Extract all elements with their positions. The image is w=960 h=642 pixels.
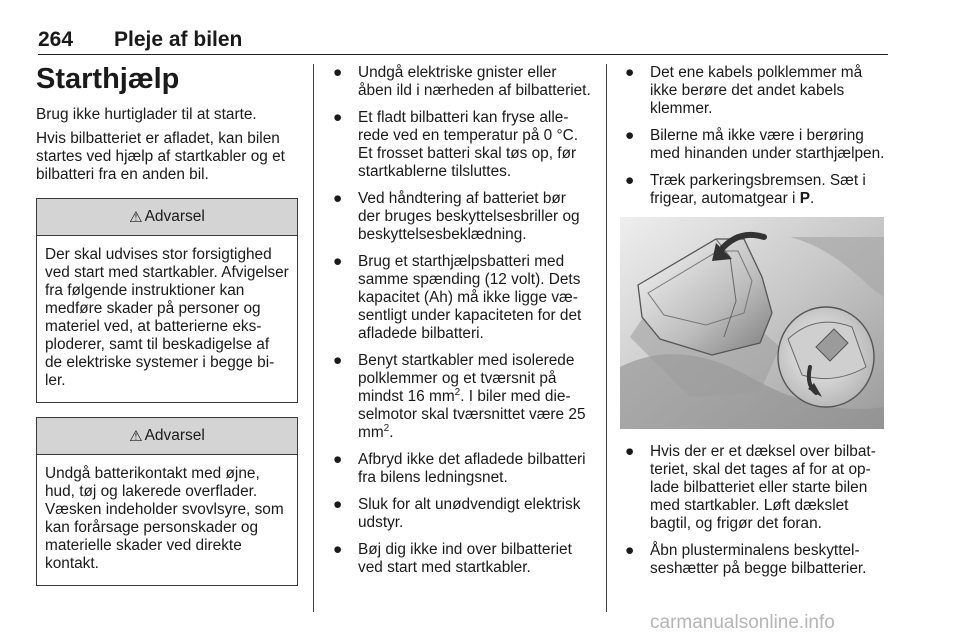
page-number: 264 [38,28,74,51]
battery-cover-illustration [620,217,884,429]
list-item: ● Sluk for alt unødvendigt elektrisk udstyr. [333,496,581,531]
watermark: carmanualsonline.info [650,612,835,633]
warning-box [36,198,298,403]
battery-cover-drawing [620,217,884,429]
warning-box [36,417,298,586]
bullet-icon: ● [333,541,343,558]
bullet-list [328,64,592,577]
warning-header [37,199,297,236]
bullet-icon: ● [625,127,635,144]
section-title: Starthjælp [36,63,180,95]
list-item: ● Brug et starthjælpsbatteri med samme spænding (12 volt). Dets kapacitet (Ah) må ikke ligge væsentligt under kapaciteten for det afladede bilbatteri. [333,253,582,342]
list-item: ● Bøj dig ikke ind over bilbatteriet ved start med startkabler. [333,541,572,576]
bullet-icon: ● [625,443,635,460]
list-item: ● Åbn plusterminalens beskyttelseshætter på begge bilbatterier. [625,542,867,577]
warning-text: Der skal udvises stor forsigtighed ved start med startkabler. Afvigelser fra følgende instruktioner kan medføre skader på personer og materiel ved, at batterierne eksploderer, samt til beskadigelse af de elektriske systemer i begge biler. [45,246,289,389]
warning-header [37,418,297,455]
list-item: ● Hvis der er et dæksel over bilbatteriet, skal det tages af for at oplade bilbatteriet eller starte bilen med startkabler. Løft dækslet bagtil, og frigør det foran. [625,443,876,532]
list-item: ● Afbryd ikke det afladede bilbatteri fra bilens ledningsnet. [333,451,586,486]
warning-icon: ⚠ [129,209,143,226]
page-header [38,28,888,55]
bullet-icon: ● [625,172,635,189]
running-title: Pleje af bilen [114,28,243,51]
column-2 [328,64,592,586]
column-divider [606,64,607,612]
column-3 [620,64,888,587]
bullet-list [620,64,888,208]
bullet-icon: ● [625,542,635,559]
list-item: ● Et fladt bilbatteri kan fryse allerede ved en temperatur på 0 °C. Et frosset batteri skal tøs op, før startkablerne tilsluttes. [333,109,579,180]
list-item: ● Træk parkeringsbremsen. Sæt i frigear, automatgear i P. [625,172,866,207]
warning-icon: ⚠ [129,428,143,445]
bullet-list [620,443,888,578]
list-item: ● Benyt startkabler med isolerede polklemmer og et tværsnit på mindst 16 $mm^2$. I biler med dieselmotor skal tværsnittet være 25 $mm^2$. [333,352,586,441]
column-1 [36,64,298,586]
bullet-icon: ● [333,352,343,369]
bullet-icon: ● [333,496,343,513]
bullet-icon: ● [333,253,343,270]
list-item: ● Bilerne må ikke være i berøring med hinanden under starthjælpen. [625,127,885,162]
list-item: ● Undgå elektriske gnister eller åben ild i nærheden af bilbatteriet. [333,64,591,99]
bullet-icon: ● [333,64,343,81]
intro-paragraph: Hvis bilbatteriet er afladet, kan bilen startes ved hjælp af startkabler og et bilbatteri fra en anden bil. [36,130,285,183]
intro-paragraph: Brug ikke hurtiglader til at starte. [36,106,257,123]
warning-label: Advarsel [144,208,205,225]
list-item: ● Det ene kabels polklemmer må ikke berøre det andet kabels klemmer. [625,64,863,117]
bullet-icon: ● [333,451,343,468]
warning-text: Undgå batterikontakt med øjne, hud, tøj og lakerede overflader. Væsken indeholder svovlsyre, som kan forårsage personskader og materielle skader ved direkte kontakt. [45,465,284,572]
column-divider [313,64,314,612]
bullet-icon: ● [333,109,343,126]
bullet-icon: ● [625,64,635,81]
warning-label: Advarsel [144,427,205,444]
bullet-icon: ● [333,190,343,207]
list-item: ● Ved håndtering af batteriet bør der bruges beskyttelsesbriller og beskyttelsesbeklædning. [333,190,580,243]
